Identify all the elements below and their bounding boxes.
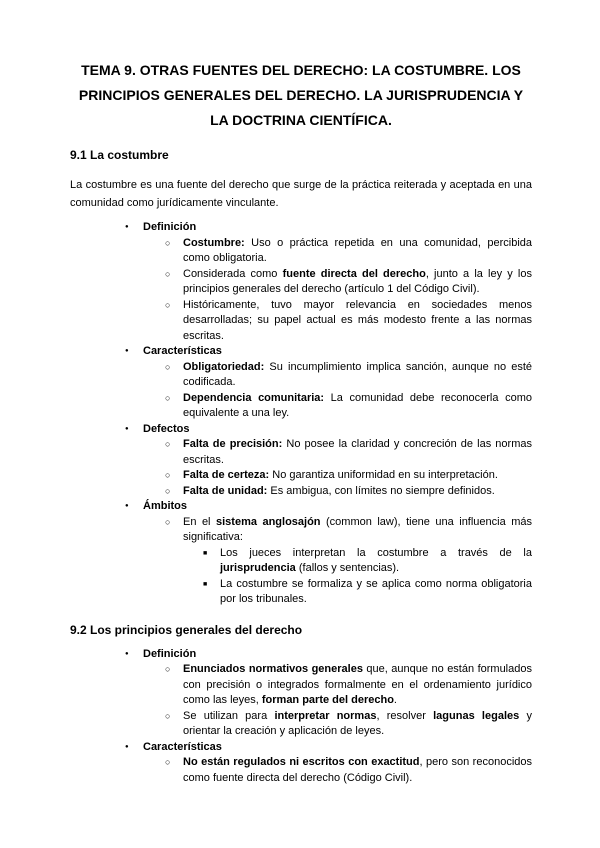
list-item [70, 360, 532, 391]
list-item-text: Ámbitos [143, 500, 187, 512]
circle-bullet-icon: ○ [165, 299, 171, 310]
list-item [70, 437, 532, 468]
circle-bullet-icon: ○ [165, 664, 171, 674]
circle-bullet-icon: ○ [165, 470, 171, 480]
section-heading: 9.1 La costumbre [70, 148, 169, 162]
title-line: LA DOCTRINA CIENTÍFICA. [210, 112, 392, 128]
list-item-text: Definición [143, 221, 197, 233]
list-item [70, 267, 532, 298]
title-line: TEMA 9. OTRAS FUENTES DEL DERECHO: LA COSTUMBRE. LOS [81, 62, 521, 78]
list-item-text: Defectos [143, 422, 190, 435]
list-item [70, 468, 532, 484]
document-body [70, 147, 532, 786]
circle-bullet-icon: ○ [165, 361, 171, 372]
document-section [70, 622, 532, 787]
list-item [70, 546, 532, 577]
bullet-list [70, 647, 532, 787]
list-item-text: Los jueces interpretan la costumbre a través de la jurisprudencia (fallos y sentencias). [220, 546, 532, 574]
list-item-text: Definición [143, 647, 197, 660]
list-item-text: Considerada como fuente directa del derecho, junto a la ley y los principios generales del derecho (artículo 1 del Código Civil). [183, 267, 532, 295]
list-item-text: La costumbre se formaliza y se aplica como norma obligatoria por los tribunales. [220, 577, 532, 605]
document-section [70, 147, 532, 608]
list-item [70, 515, 532, 546]
list-item [70, 484, 532, 500]
list-item-text: Características [143, 740, 222, 753]
circle-bullet-icon: ○ [165, 710, 171, 721]
section-heading: 9.2 Los principios generales del derecho [70, 622, 303, 637]
list-item-text: Costumbre: Uso o práctica repetida en una comunidad, percibida como obligatoria. [183, 236, 532, 264]
list-item [70, 220, 532, 236]
title-line: PRINCIPIOS GENERALES DEL DERECHO. LA JURISPRUDENCIA Y [78, 87, 524, 103]
list-item-text: Dependencia comunitaria: La comunidad debe reconocerla como equivalente a una ley. [183, 391, 532, 419]
list-item-text: Falta de certeza: No garantiza uniformidad en su interpretación. [183, 469, 498, 481]
square-bullet-icon: ■ [203, 549, 208, 557]
list-item-text: En el sistema anglosajón (common law), tiene una influencia más significativa: [183, 515, 532, 543]
list-item-text: Se utilizan para interpretar normas, resolver lagunas legales y orientar la creación y aplicación de leyes. [183, 709, 532, 737]
circle-bullet-icon: ○ [165, 237, 171, 248]
circle-bullet-icon: ○ [165, 439, 171, 449]
list-item [70, 662, 532, 709]
circle-bullet-icon: ○ [165, 757, 171, 767]
disc-bullet-icon: ● [125, 503, 129, 509]
list-item-text: Obligatoriedad: Su incumplimiento implica sanción, aunque no esté codificada. [183, 360, 532, 388]
list-item [70, 236, 532, 267]
list-item-text: Falta de unidad: Es ambigua, con límites no siempre definidos. [183, 484, 495, 497]
list-item-text: Enunciados normativos generales que, aunque no están formulados con precisión o integrados formalmente en el ordenamiento jurídico como las leyes, forman parte del derecho. [183, 663, 532, 706]
list-item-text: No están regulados ni escritos con exactitud, pero son reconocidos como fuente directa del derecho (Código Civil). [183, 756, 532, 784]
list-item-text: Históricamente, tuvo mayor relevancia en sociedades menos desarrolladas; su papel actual es más modesto frente a las normas escritas. [183, 298, 532, 342]
circle-bullet-icon: ○ [165, 268, 171, 279]
circle-bullet-icon: ○ [165, 516, 171, 527]
disc-bullet-icon: ● [125, 348, 129, 354]
list-item [70, 391, 532, 422]
list-item [70, 499, 532, 515]
list-item [70, 298, 532, 345]
disc-bullet-icon: ● [125, 224, 129, 230]
list-item [70, 577, 532, 608]
list-item-text: Falta de precisión: No posee la claridad y concreción de las normas escritas. [183, 438, 532, 466]
document-title [70, 58, 532, 133]
disc-bullet-icon: ● [125, 743, 129, 750]
list-item [70, 647, 532, 663]
circle-bullet-icon: ○ [165, 485, 171, 496]
list-item-text: Características [143, 345, 222, 357]
circle-bullet-icon: ○ [165, 392, 171, 403]
bullet-list [70, 220, 532, 608]
list-item [70, 709, 532, 740]
list-item [70, 740, 532, 756]
list-item [70, 755, 532, 786]
square-bullet-icon: ■ [203, 580, 208, 588]
list-item [70, 422, 532, 438]
list-item [70, 344, 532, 360]
disc-bullet-icon: ● [125, 425, 129, 432]
disc-bullet-icon: ● [125, 650, 129, 657]
section-intro: La costumbre es una fuente del derecho que surge de la práctica reiterada y aceptada en una comunidad como jurídicamente vinculante. [70, 179, 532, 209]
